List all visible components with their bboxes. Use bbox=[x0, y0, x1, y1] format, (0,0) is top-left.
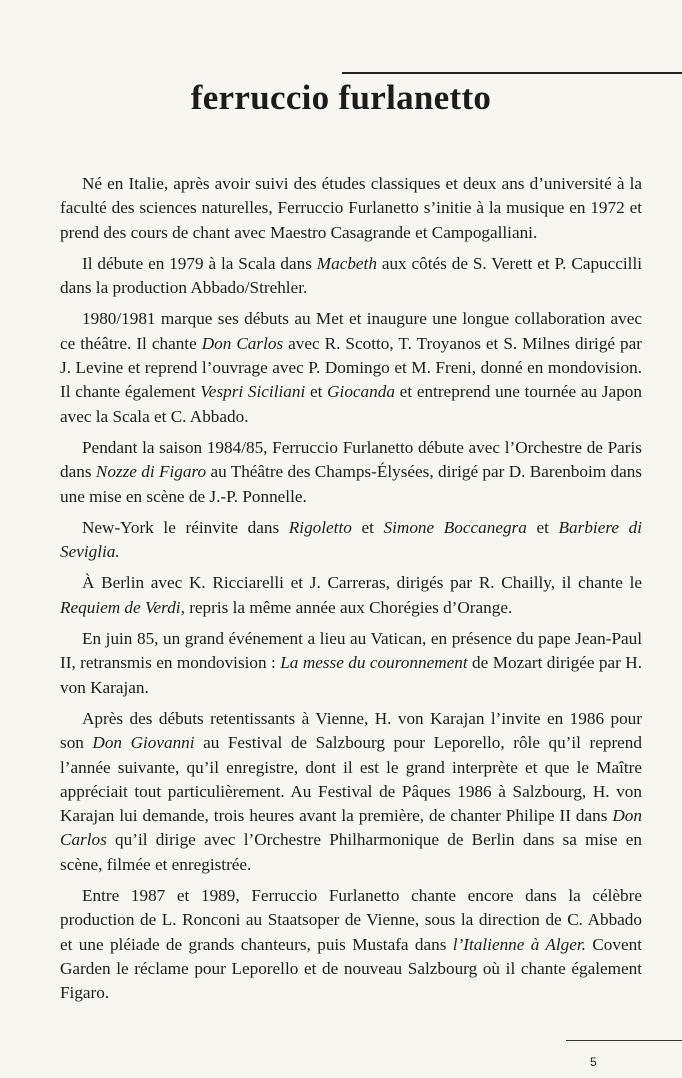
text-run: New-York le réinvite dans bbox=[82, 517, 289, 537]
text-run: Covent Garden le réclame pour Leporello et de nouveau Salzbourg où il chante également Figaro. bbox=[60, 934, 642, 1003]
text-run: de Mozart dirigée par H. von Karajan. bbox=[60, 653, 642, 697]
work-title: Requiem de Verdi, bbox=[60, 597, 185, 617]
paragraph-5 bbox=[60, 516, 642, 565]
text-run: avec R. Scotto, T. Troyanos et S. Milnes dirigé par J. Levine et reprend l’ouvrage avec P. Domingo et M. Freni, donné en mondovision. Il chante également bbox=[60, 333, 642, 402]
text-run: Pendant la saison 1984/85, Ferruccio Furlanetto débute avec l’Orchestre de Paris dans bbox=[60, 437, 642, 482]
work-title: Don Carlos bbox=[60, 806, 642, 850]
text-run: En juin 85, un grand événement a lieu au Vatican, en présence du pape Jean-Paul II, retransmis en mondovision : bbox=[60, 629, 642, 673]
work-title: Barbiere di Seviglia. bbox=[60, 517, 643, 562]
text-run: 1980/1981 marque ses débuts au Met et inaugure une longue collaboration avec ce théâtre. Il chante bbox=[60, 309, 642, 353]
text-run: repris la même année aux Chorégies d’Orange. bbox=[184, 597, 513, 617]
page-title: ferruccio furlanetto bbox=[190, 78, 492, 117]
paragraph-9 bbox=[60, 884, 642, 1005]
work-title: Simone Boccanegra bbox=[383, 517, 527, 537]
page-number: 5 bbox=[590, 1055, 597, 1069]
work-title: Macbeth bbox=[316, 253, 377, 273]
text-run: aux côtés de S. Verett et P. Capuccilli dans la production Abbado/Strehler. bbox=[60, 253, 642, 298]
work-title: Rigoletto bbox=[288, 517, 352, 537]
work-title: Giocanda bbox=[327, 382, 395, 402]
paragraph-8 bbox=[60, 707, 642, 877]
text-run: et bbox=[526, 517, 559, 537]
text-run: Entre 1987 et 1989, Ferruccio Furlanetto chante encore dans la célèbre production de L. Ronconi au Staatsoper de Vienne, sous la direction de C. Abbado et une pléiade de grands chanteurs, puis Mustafa dans bbox=[60, 886, 642, 954]
text-run: Il débute en 1979 à la Scala dans bbox=[82, 253, 317, 273]
paragraph-6 bbox=[60, 571, 642, 620]
paragraph-2 bbox=[60, 252, 642, 301]
text-run: et bbox=[305, 382, 328, 402]
work-title: La messe du couronnement bbox=[280, 653, 468, 673]
paragraph-4 bbox=[60, 436, 642, 509]
text-run: À Berlin avec K. Ricciarelli et J. Carreras, dirigés par R. Chailly, il chante le bbox=[82, 573, 642, 593]
text-run: et bbox=[351, 517, 384, 537]
work-title: Don Carlos bbox=[201, 333, 284, 353]
work-title: l’Italienne à Alger. bbox=[452, 934, 586, 954]
work-title: Don Giovanni bbox=[92, 733, 195, 753]
text-run: Né en Italie, après avoir suivi des études classiques et deux ans d’université à la faculté des sciences naturelles, Ferruccio Furlanetto s’initie à la musique en 1972 et prend des cours de chant avec Maestro Casagrande et Campogalliani. bbox=[60, 174, 642, 242]
work-title: Vespri Siciliani bbox=[200, 382, 306, 402]
text-run: au Théâtre des Champs-Élysées, dirigé par D. Barenboim dans une mise en scène de J.-P. Ponnelle. bbox=[60, 462, 642, 506]
footer-rule bbox=[566, 1040, 682, 1041]
paragraph-7 bbox=[60, 627, 642, 700]
top-rule bbox=[342, 72, 682, 74]
paragraph-1 bbox=[60, 172, 642, 245]
text-run: Après des débuts retentissants à Vienne, H. von Karajan l’invite en 1986 pour son bbox=[60, 708, 642, 753]
paragraph-3 bbox=[60, 307, 642, 428]
text-run: au Festival de Salzbourg pour Leporello, rôle qu’il reprend l’année suivante, qu’il enregistre, dont il est le grand interprète et que le Maître appréciait tout particulièrement. Au Festival de Pâques 1986 à Salzbourg, H. von Karajan lui demande, trois heures avant la première, de chanter Philipe II dans bbox=[60, 733, 642, 826]
biography-text bbox=[60, 172, 642, 1006]
text-run: et entreprend une tournée au Japon avec la Scala et C. Abbado. bbox=[60, 382, 642, 426]
work-title: Nozze di Figaro bbox=[95, 462, 207, 482]
text-run: qu’il dirige avec l’Orchestre Philharmonique de Berlin dans sa mise en scène, filmée et enregistrée. bbox=[60, 830, 642, 874]
